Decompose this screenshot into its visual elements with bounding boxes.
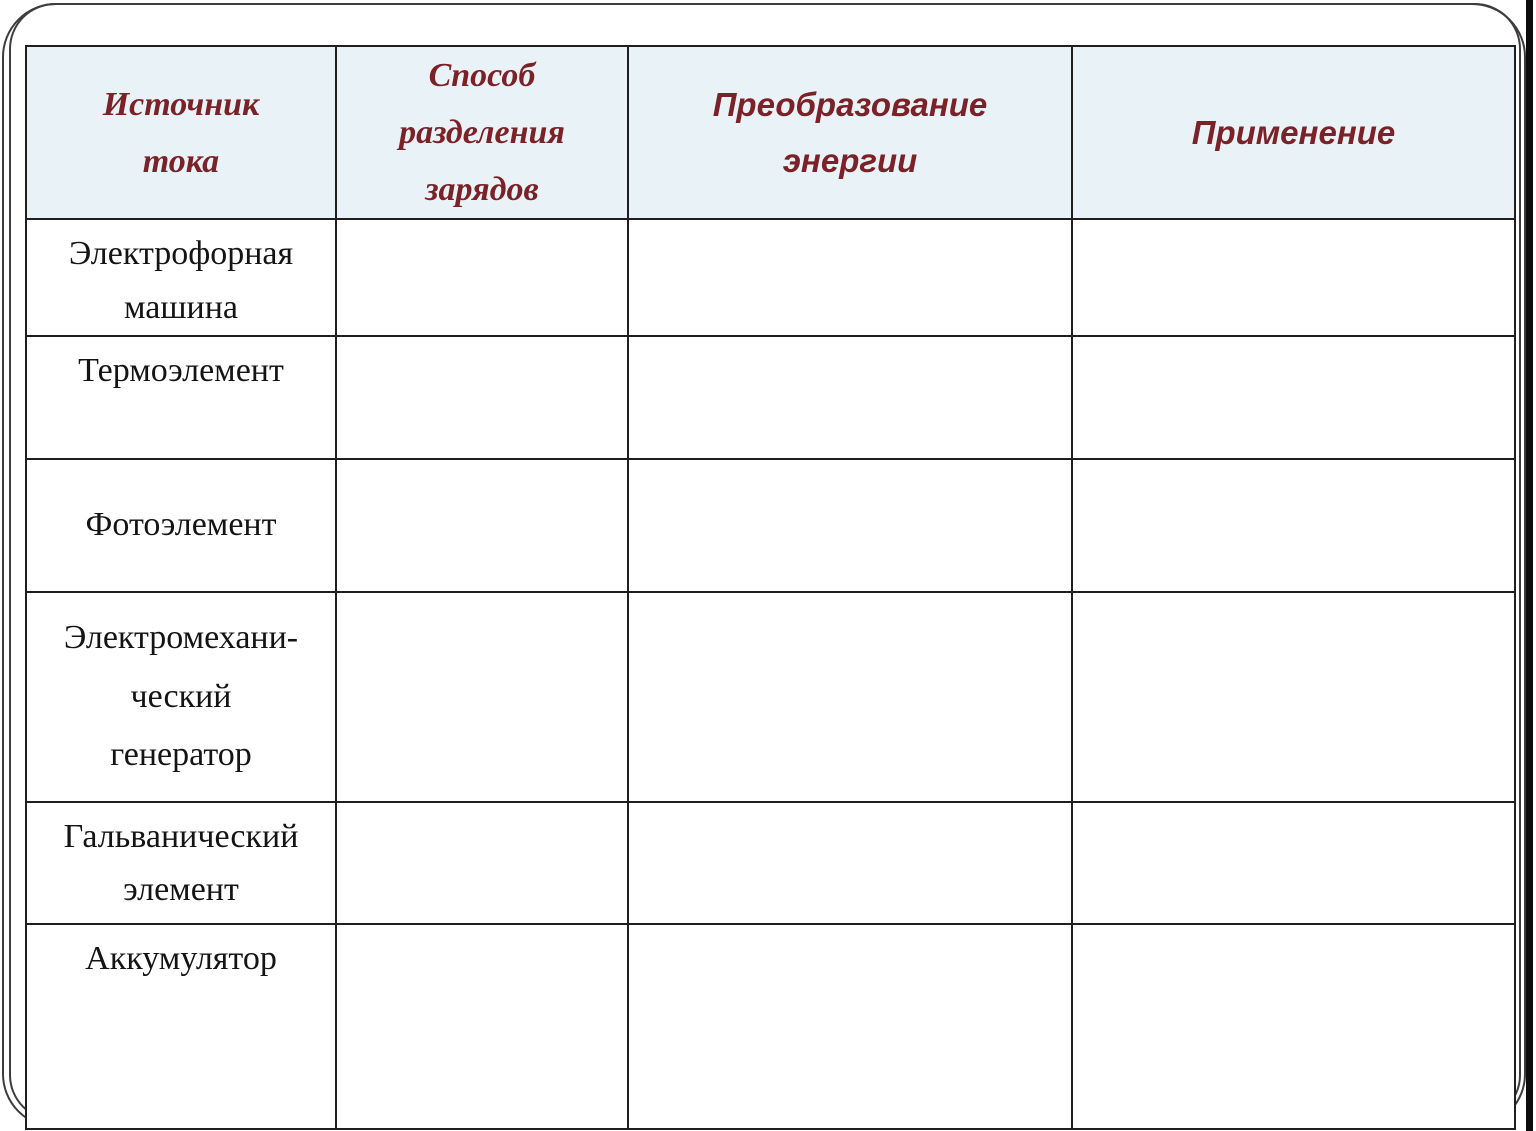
row-label-galvanic-cell: Гальванический элемент <box>26 802 336 924</box>
col-header-application: Применение <box>1072 46 1515 219</box>
empty-cell <box>1072 802 1515 924</box>
empty-cell <box>1072 924 1515 1129</box>
empty-cell <box>628 592 1072 802</box>
empty-cell <box>336 592 628 802</box>
empty-cell <box>1072 219 1515 335</box>
empty-cell <box>628 219 1072 335</box>
empty-cell <box>1072 459 1515 592</box>
empty-cell <box>628 459 1072 592</box>
empty-cell <box>628 336 1072 459</box>
table-row <box>26 459 1515 592</box>
empty-cell <box>628 802 1072 924</box>
empty-cell <box>336 924 628 1129</box>
col-header-conversion: Преобразование энергии <box>628 46 1072 219</box>
empty-cell <box>336 802 628 924</box>
empty-cell <box>336 219 628 335</box>
row-label-electrophorus-machine: Электрофорная машина <box>26 219 336 335</box>
row-label-photoelement: Фотоэлемент <box>26 459 336 592</box>
col-header-method: Способ разделения зарядов <box>336 46 628 219</box>
table-row <box>26 924 1515 1129</box>
empty-cell <box>1072 592 1515 802</box>
right-edge-strip <box>1526 0 1533 1131</box>
empty-cell <box>1072 336 1515 459</box>
table-row <box>26 592 1515 802</box>
row-label-accumulator: Аккумулятор <box>26 924 336 1129</box>
table-row <box>26 802 1515 924</box>
col-header-source: Источник тока <box>26 46 336 219</box>
table-row <box>26 219 1515 335</box>
row-label-electromechanical-generator: Электромехани- ческий генератор <box>26 592 336 802</box>
row-label-thermoelement: Термоэлемент <box>26 336 336 459</box>
empty-cell <box>628 924 1072 1129</box>
empty-cell <box>336 459 628 592</box>
table-row <box>26 336 1515 459</box>
empty-cell <box>336 336 628 459</box>
current-sources-table <box>25 45 1516 1130</box>
header-row <box>26 46 1515 219</box>
